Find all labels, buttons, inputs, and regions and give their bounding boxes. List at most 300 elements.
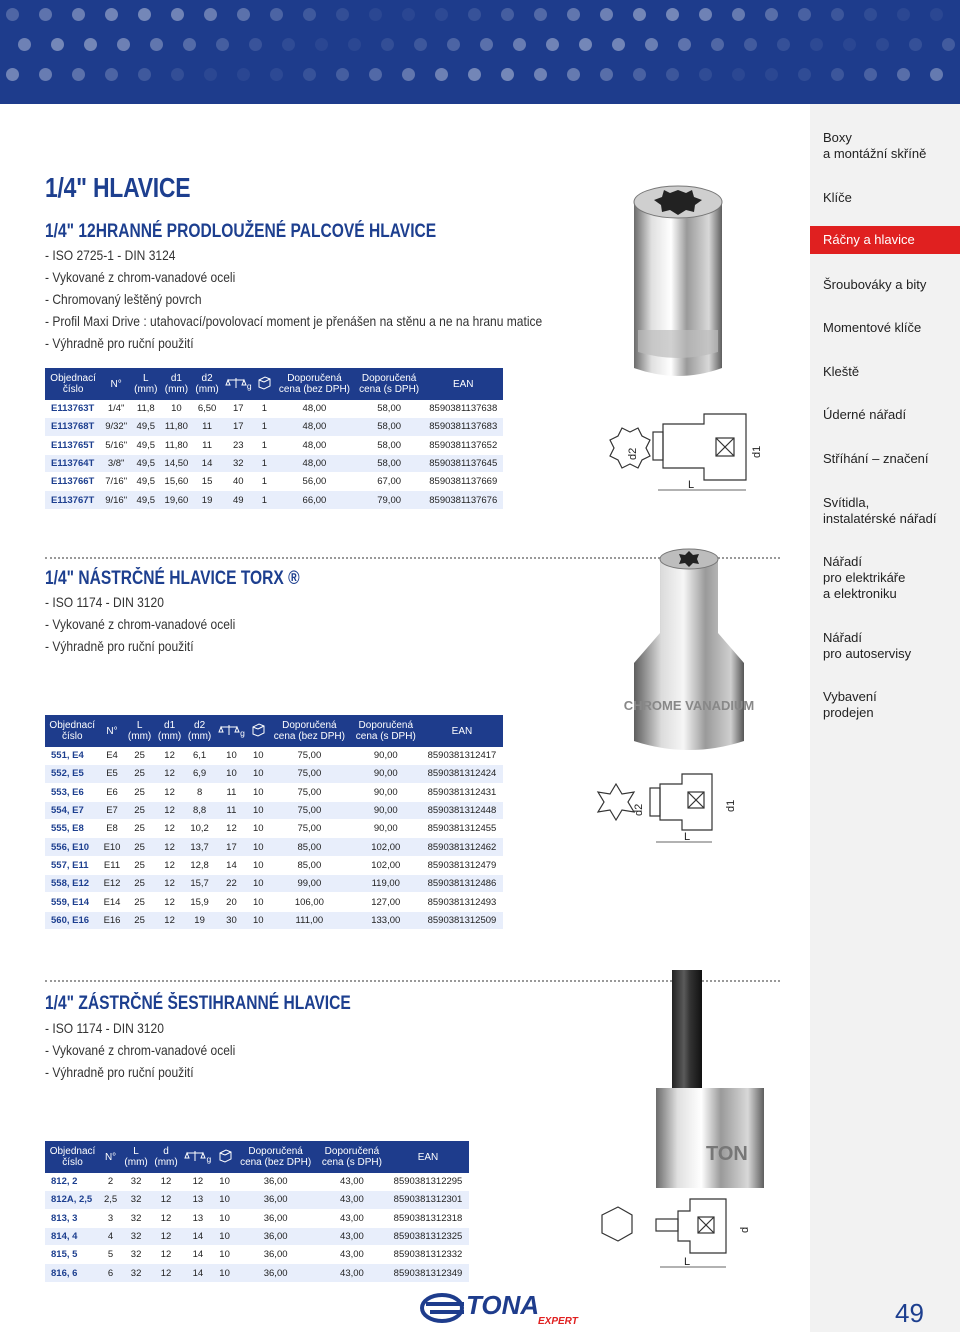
sidebar-item-klice[interactable]: Klíče (823, 190, 852, 205)
column-header: EAN (421, 715, 503, 747)
banner-dot (501, 8, 514, 21)
banner-dot (897, 68, 910, 81)
column-header: Doporučená cena (bez DPH) (274, 368, 355, 400)
table-cell: 90,00 (351, 765, 421, 783)
column-header: d2 (mm) (192, 368, 221, 400)
table-cell: 30 (215, 912, 249, 930)
table-cell: 40 (222, 473, 255, 491)
table-cell: 8590381312448 (421, 802, 503, 820)
order-number: E113768T (45, 418, 101, 436)
order-number: 816, 6 (45, 1264, 100, 1282)
table-cell: 12 (155, 765, 185, 783)
banner-dot (513, 38, 526, 51)
banner-dot (810, 38, 823, 51)
sidebar-item-uderne-naradi[interactable]: Úderné nářadí (823, 407, 907, 422)
table-cell: 8590381312455 (421, 820, 503, 838)
table-row (45, 747, 503, 765)
column-header: L (mm) (121, 1141, 151, 1173)
table-cell: 25 (125, 893, 155, 911)
banner-dot (666, 68, 679, 81)
table-row (45, 455, 503, 473)
table-cell: 2,5 (100, 1191, 121, 1209)
bullet: - Profil Maxi Drive : utahovací/povolovací moment je přenášen na stěnu a ne na hranu matice (45, 313, 543, 329)
table-cell: 20 (215, 893, 249, 911)
table-cell: 10 (215, 1173, 235, 1191)
table-cell: 111,00 (268, 912, 351, 930)
banner-dot (150, 38, 163, 51)
table-cell: 56,00 (274, 473, 355, 491)
table-cell: 15,7 (185, 875, 215, 893)
table-row (45, 912, 503, 930)
banner-dot (72, 68, 85, 81)
table-cell: 49 (222, 491, 255, 509)
table-cell: 43,00 (317, 1173, 387, 1191)
table-cell: 10 (248, 820, 268, 838)
banner-dot (105, 8, 118, 21)
table-row (45, 838, 503, 856)
bullet: - Vykované z chrom-vanadové oceli (45, 269, 236, 285)
column-header: EAN (387, 1141, 469, 1173)
table-cell: 75,00 (268, 820, 351, 838)
table-cell: 12 (155, 857, 185, 875)
table-cell: 8,8 (185, 802, 215, 820)
banner-dot (369, 68, 382, 81)
table-cell: 25 (125, 784, 155, 802)
order-number: E113767T (45, 491, 101, 509)
table-cell: 32 (121, 1228, 151, 1246)
table-cell: 12 (155, 875, 185, 893)
table-cell: 25 (125, 912, 155, 930)
banner-dot (348, 38, 361, 51)
banner-dot (600, 68, 613, 81)
table-row (45, 765, 503, 783)
table-cell: 75,00 (268, 765, 351, 783)
banner-dot (480, 38, 493, 51)
header-banner (0, 0, 960, 104)
banner-dot (237, 8, 250, 21)
banner-dot (39, 8, 52, 21)
banner-dot (897, 8, 910, 21)
table-cell: 11,80 (160, 418, 192, 436)
table-cell: 11,80 (160, 437, 192, 455)
table-cell: 99,00 (268, 875, 351, 893)
banner-dot (930, 68, 943, 81)
table-cell: 36,00 (234, 1210, 316, 1228)
sidebar-item-elektrikare[interactable]: Nářadí pro elektrikáře a elektroniku (823, 554, 906, 601)
table-row (45, 857, 503, 875)
table-cell: 12 (151, 1191, 181, 1209)
table-cell: 25 (125, 857, 155, 875)
table-cell: 75,00 (268, 784, 351, 802)
table-cell: 90,00 (351, 747, 421, 765)
table-cell: 12 (151, 1173, 181, 1191)
table-cell: 17 (215, 838, 249, 856)
banner-dot (831, 68, 844, 81)
table-cell: 12 (155, 784, 185, 802)
dimension-label-d: d (739, 1226, 751, 1233)
table-cell: 32 (222, 455, 255, 473)
table-cell: 8590381137676 (424, 491, 504, 509)
order-number: 812A, 2,5 (45, 1191, 100, 1209)
photo-engraving: CHROME VANADIUM (624, 698, 754, 713)
table-cell: 67,00 (355, 473, 424, 491)
table-cell: 14,50 (160, 455, 192, 473)
banner-dot (6, 68, 19, 81)
spec-table-sestihranne (45, 1141, 469, 1283)
banner-dot (249, 38, 262, 51)
table-row (45, 1246, 469, 1264)
banner-dot (183, 38, 196, 51)
package-qty-icon (215, 1141, 235, 1173)
table-cell: 10 (215, 1264, 235, 1282)
section-bullets-sestihranne (45, 1017, 266, 1083)
sidebar-item-strihani[interactable]: Stříhání – značení (823, 451, 929, 466)
photo-engraving: TON (706, 1143, 748, 1165)
package-qty-icon (255, 368, 274, 400)
table-cell: E10 (99, 838, 124, 856)
socket-hex-bit-photo (646, 960, 766, 1190)
table-cell: E4 (99, 747, 124, 765)
table-cell: 10 (248, 765, 268, 783)
table-cell: 8590381312462 (421, 838, 503, 856)
sidebar-item-autoservisy[interactable]: Nářadí pro autoservisy (823, 630, 912, 661)
socket-12pt-photo (622, 180, 734, 390)
banner-dot (468, 8, 481, 21)
table-row (45, 491, 503, 509)
table-cell: 22 (215, 875, 249, 893)
table-cell: 12 (181, 1173, 215, 1191)
weight-icon (215, 715, 249, 747)
banner-dot (204, 68, 217, 81)
column-header: EAN (424, 368, 504, 400)
table-cell: 9/16" (101, 491, 131, 509)
table-cell: 6,1 (185, 747, 215, 765)
sidebar-item-racny-a-hlavice[interactable]: Ráčny a hlavice (810, 226, 960, 254)
table-cell: E5 (99, 765, 124, 783)
table-cell: 6,9 (185, 765, 215, 783)
dimension-label-d2: d2 (633, 803, 645, 816)
sidebar-item-vybaveni-prodejen[interactable]: Vybavení prodejen (823, 689, 877, 720)
order-number: 814, 4 (45, 1228, 100, 1246)
table-row (45, 1210, 469, 1228)
sidebar-item-boxy[interactable]: Boxy a montážní skříně (823, 130, 927, 161)
banner-dot (633, 68, 646, 81)
table-cell: 12 (155, 893, 185, 911)
banner-dot (909, 38, 922, 51)
column-header: Objednací číslo (45, 715, 99, 747)
column-header: d1 (mm) (160, 368, 192, 400)
banner-dot (798, 68, 811, 81)
table-cell: 10 (215, 1246, 235, 1264)
table-cell: 48,00 (274, 455, 355, 473)
table-cell: 8590381312509 (421, 912, 503, 930)
dimension-label-l: L (688, 479, 695, 491)
table-cell: 11 (192, 437, 221, 455)
column-header: N° (99, 715, 124, 747)
table-cell: 12 (155, 802, 185, 820)
table-cell: 58,00 (355, 400, 424, 418)
table-cell: 32 (121, 1246, 151, 1264)
banner-dot (699, 68, 712, 81)
banner-dot (414, 38, 427, 51)
table-cell: 10 (248, 784, 268, 802)
column-header: Doporučená cena (s DPH) (351, 715, 421, 747)
sidebar-item-kleste[interactable]: Kleště (823, 364, 860, 379)
dimension-label-l: L (684, 831, 691, 843)
table-cell: 36,00 (234, 1173, 316, 1191)
table-cell: 8 (185, 784, 215, 802)
category-sidebar (810, 104, 960, 1332)
tona-expert-logo (420, 1290, 600, 1326)
banner-dot (468, 68, 481, 81)
banner-dot (942, 38, 955, 51)
banner-dot (6, 8, 19, 21)
column-header: Doporučená cena (bez DPH) (268, 715, 351, 747)
order-number: 559, E14 (45, 893, 99, 911)
table-cell: 1 (255, 400, 274, 418)
banner-dot (381, 38, 394, 51)
banner-dot (678, 38, 691, 51)
column-header: L (mm) (131, 368, 160, 400)
table-cell: 12 (155, 820, 185, 838)
table-cell: 13 (181, 1191, 215, 1209)
bullet: - Chromovaný leštěný povrch (45, 291, 202, 307)
table-cell: 8590381312301 (387, 1191, 469, 1209)
table-cell: 32 (121, 1264, 151, 1282)
order-number: 552, E5 (45, 765, 99, 783)
table-cell: 10 (248, 747, 268, 765)
banner-dot (282, 38, 295, 51)
banner-dot (876, 38, 889, 51)
table-cell: 102,00 (351, 838, 421, 856)
order-number: 560, E16 (45, 912, 99, 930)
table-cell: 133,00 (351, 912, 421, 930)
column-header: L (mm) (125, 715, 155, 747)
table-cell: 6,50 (192, 400, 221, 418)
table-cell: 10 (215, 765, 249, 783)
section-bullets-12hranne (45, 244, 623, 354)
table-cell: 17 (222, 418, 255, 436)
table-cell: 75,00 (268, 802, 351, 820)
table-cell: 12 (151, 1228, 181, 1246)
dimension-label-d1: d1 (725, 799, 737, 812)
table-cell: 8590381312431 (421, 784, 503, 802)
table-cell: 10 (215, 747, 249, 765)
table-row (45, 400, 503, 418)
table-cell: 19 (185, 912, 215, 930)
banner-dot (831, 8, 844, 21)
table-cell: 8590381137645 (424, 455, 504, 473)
brand-tagline: EXPERT (538, 1316, 578, 1326)
banner-dot (18, 38, 31, 51)
table-row (45, 437, 503, 455)
banner-dot (336, 68, 349, 81)
table-cell: 49,5 (131, 418, 160, 436)
column-header: N° (100, 1141, 121, 1173)
table-cell: 36,00 (234, 1264, 316, 1282)
table-cell: 3 (100, 1210, 121, 1228)
bullet: - Výhradně pro ruční použití (45, 335, 194, 351)
banner-dot (711, 38, 724, 51)
table-cell: 58,00 (355, 418, 424, 436)
table-cell: 75,00 (268, 747, 351, 765)
spec-table-12hranne (45, 368, 503, 510)
table-cell: 15 (192, 473, 221, 491)
banner-dot (105, 68, 118, 81)
table-cell: 48,00 (274, 400, 355, 418)
package-qty-icon (248, 715, 268, 747)
banner-dot (666, 8, 679, 21)
table-cell: 14 (215, 857, 249, 875)
banner-dot (237, 68, 250, 81)
bullet: - ISO 1174 - DIN 3120 (45, 1020, 164, 1036)
table-row (45, 418, 503, 436)
table-row (45, 1191, 469, 1209)
table-cell: 6 (100, 1264, 121, 1282)
table-cell: 14 (181, 1246, 215, 1264)
table-cell: 12 (155, 747, 185, 765)
table-cell: 10 (215, 1210, 235, 1228)
table-cell: 25 (125, 802, 155, 820)
table-cell: 85,00 (268, 838, 351, 856)
banner-dot (303, 8, 316, 21)
banner-dot (645, 38, 658, 51)
table-cell: 11 (215, 802, 249, 820)
section-title-sestihranne: 1/4" ZÁSTRČNÉ ŠESTIHRANNÉ HLAVICE (45, 993, 351, 1014)
socket-hex-bit-diagram (578, 1195, 778, 1275)
banner-dot (798, 8, 811, 21)
bullet: - Vykované z chrom-vanadové oceli (45, 616, 236, 632)
table-cell: 25 (125, 747, 155, 765)
table-cell: 8590381312325 (387, 1228, 469, 1246)
table-cell: 8590381312332 (387, 1246, 469, 1264)
table-row (45, 875, 503, 893)
order-number: 813, 3 (45, 1210, 100, 1228)
table-cell: 10 (248, 857, 268, 875)
column-header: Doporučená cena (s DPH) (317, 1141, 387, 1173)
order-number: 812, 2 (45, 1173, 100, 1191)
banner-dot (117, 38, 130, 51)
table-cell: E7 (99, 802, 124, 820)
table-cell: 8590381137638 (424, 400, 504, 418)
table-cell: 3/8" (101, 455, 131, 473)
sidebar-item-sroubovaky[interactable]: Šroubováky a bity (823, 277, 927, 292)
table-cell: 90,00 (351, 802, 421, 820)
table-cell: 43,00 (317, 1264, 387, 1282)
table-cell: E14 (99, 893, 124, 911)
table-cell: 4 (100, 1228, 121, 1246)
banner-dot (270, 68, 283, 81)
dimension-label-l: L (684, 1256, 691, 1268)
socket-12pt-diagram (588, 402, 788, 492)
table-cell: 119,00 (351, 875, 421, 893)
socket-torx-diagram (578, 770, 778, 860)
banner-dot (501, 68, 514, 81)
table-cell: E8 (99, 820, 124, 838)
table-row (45, 784, 503, 802)
column-header: Objednací číslo (45, 368, 101, 400)
banner-dot (930, 8, 943, 21)
table-row (45, 820, 503, 838)
table-cell: E16 (99, 912, 124, 930)
table-cell: 90,00 (351, 820, 421, 838)
banner-dot (402, 68, 415, 81)
order-number: 553, E6 (45, 784, 99, 802)
order-number: 555, E8 (45, 820, 99, 838)
banner-dot (765, 68, 778, 81)
socket-torx-photo (624, 545, 754, 760)
banner-dot (732, 68, 745, 81)
order-number: 554, E7 (45, 802, 99, 820)
table-cell: 8590381312318 (387, 1210, 469, 1228)
table-cell: 23 (222, 437, 255, 455)
banner-dot (546, 38, 559, 51)
table-row (45, 473, 503, 491)
banner-dot (369, 8, 382, 21)
table-cell: E12 (99, 875, 124, 893)
banner-dot (765, 8, 778, 21)
table-row (45, 1264, 469, 1282)
table-cell: 48,00 (274, 437, 355, 455)
table-cell: 32 (121, 1191, 151, 1209)
sidebar-item-svitidla[interactable]: Svítidla, instalatérské nářadí (823, 495, 937, 526)
table-cell: 8590381312349 (387, 1264, 469, 1282)
table-cell: 36,00 (234, 1191, 316, 1209)
banner-dot (138, 68, 151, 81)
banner-dot (843, 38, 856, 51)
table-cell: 8590381312493 (421, 893, 503, 911)
table-cell: E11 (99, 857, 124, 875)
column-header: Doporučená cena (bez DPH) (234, 1141, 316, 1173)
table-cell: 1 (255, 491, 274, 509)
column-header: d2 (mm) (185, 715, 215, 747)
sidebar-item-momentove-klice[interactable]: Momentové klíče (823, 320, 922, 335)
banner-dot (51, 38, 64, 51)
table-cell: 25 (125, 820, 155, 838)
banner-dot (303, 68, 316, 81)
weight-icon (181, 1141, 215, 1173)
section-title-12hranne: 1/4" 12HRANNÉ PRODLOUŽENÉ PALCOVÉ HLAVICE (45, 221, 437, 242)
table-cell: 13,7 (185, 838, 215, 856)
table-cell: 10 (248, 838, 268, 856)
banner-dot (567, 68, 580, 81)
table-cell: 106,00 (268, 893, 351, 911)
table-cell: 13 (181, 1210, 215, 1228)
table-cell: 8590381312424 (421, 765, 503, 783)
banner-dot (864, 8, 877, 21)
table-cell: 12 (151, 1264, 181, 1282)
order-number: E113764T (45, 455, 101, 473)
table-row (45, 1228, 469, 1246)
banner-dot (435, 68, 448, 81)
weight-unit: g (240, 727, 245, 738)
table-cell: 19,60 (160, 491, 192, 509)
banner-dot (612, 38, 625, 51)
banner-dot (600, 8, 613, 21)
table-cell: 12 (151, 1246, 181, 1264)
table-cell: 1 (255, 455, 274, 473)
bullet: - ISO 2725-1 - DIN 3124 (45, 247, 176, 263)
table-cell: 14 (192, 455, 221, 473)
table-cell: 36,00 (234, 1246, 316, 1264)
table-cell: 49,5 (131, 455, 160, 473)
order-number: E113766T (45, 473, 101, 491)
table-row (45, 893, 503, 911)
banner-dot (216, 38, 229, 51)
banner-dot (171, 8, 184, 21)
table-cell: 58,00 (355, 455, 424, 473)
page-title: 1/4" HLAVICE (45, 172, 191, 203)
